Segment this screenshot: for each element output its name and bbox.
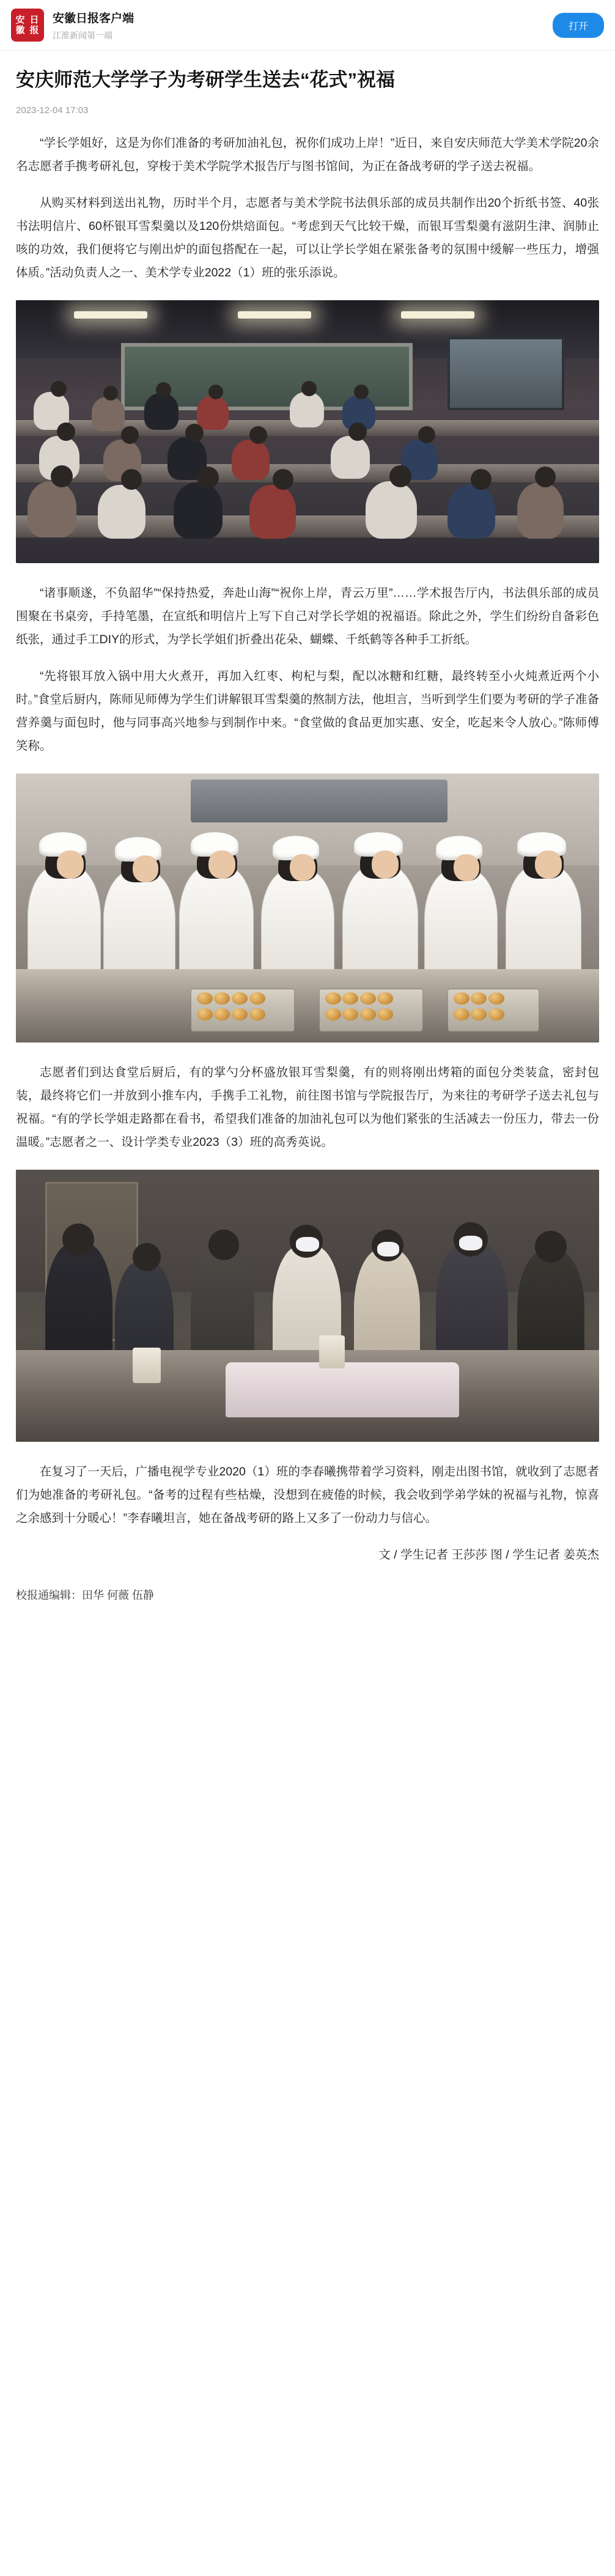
student-figure — [174, 482, 223, 539]
article-body — [0, 51, 615, 1630]
bread-bun — [249, 1008, 265, 1020]
gift-bag — [133, 1348, 161, 1383]
student-head — [273, 469, 293, 490]
photo-kitchen — [16, 773, 599, 1043]
bread-bun — [325, 1008, 341, 1020]
bread-bun — [325, 992, 341, 1005]
article-paragraph: 志愿者们到达食堂后厨后，有的掌勺分杯盛放银耳雪梨羹，有的则将刚出烤箱的面包分类装盒，密封包装，最终将它们一并放到小推车内，手携手工礼物，前往图书馆与学院报告厅，为来往的考研学子送去礼包与祝福。“有的学长学姐走路都在看书，希望我们准备的加油礼包可以为他们紧张的生活减去一份压力，带去一份温暖。”志愿者之一、设计学类专业2023（3）班的高秀英说。 — [16, 1066, 599, 1150]
student-head — [103, 386, 118, 400]
app-logo — [11, 9, 44, 42]
volunteer-face — [57, 851, 84, 879]
student-head — [121, 426, 139, 444]
app-subtitle: 江淮新闻第一端 — [53, 30, 112, 40]
student-head — [471, 469, 492, 490]
volunteer-face — [208, 851, 235, 879]
bread-bun — [360, 1008, 376, 1020]
face-mask — [459, 1236, 482, 1250]
student-figure — [447, 485, 495, 539]
editor-note: 校报通编辑：田华 何薇 伍静 — [16, 1589, 155, 1602]
student-figure — [92, 397, 125, 431]
ceiling-lamp — [238, 311, 311, 319]
article-figure-classroom — [16, 300, 599, 563]
volunteer-face — [454, 854, 479, 881]
bread-bun — [360, 992, 376, 1005]
article-paragraph: “诸事顺遂，不负韶华”“保持热爱，奔赴山海”“祝你上岸，青云万里”……学术报告厅内，书法俱乐部的成员围聚在书桌旁，手持笔墨，在宣纸和明信片上写下自己对学长学姐的祝福语。除此之外，学生们纷纷自备彩色纸张，通过手工DIY的形式，为学长学姐们折叠出花朵、蝴蝶、千纸鹤等各种手工折纸。 — [16, 586, 599, 647]
student-figure — [98, 485, 145, 539]
bread-bun — [249, 992, 265, 1005]
person-head — [208, 1230, 239, 1260]
student-head — [389, 465, 411, 487]
student-head — [51, 381, 67, 397]
student-figure — [232, 440, 270, 480]
article-paragraph: 在复习了一天后，广播电视学专业2020（1）班的李春曦携带着学习资料，刚走出图书馆，就收到了志愿者们为她准备的考研礼包。“备考的过程有些枯燥，没想到在疲倦的时候，我会收到学弟学妹的祝福与礼物，惊喜之余感到十分暖心！”李春曦坦言，她在备战考研的路上又多了一份动力与信心。 — [16, 1465, 599, 1526]
student-head — [51, 465, 73, 487]
bread-bun — [488, 992, 504, 1005]
projector-screen — [447, 337, 564, 410]
app-meta — [53, 9, 544, 42]
bread-bun — [197, 992, 213, 1005]
student-figure — [28, 481, 76, 537]
student-figure — [517, 482, 564, 539]
article-figure-library — [16, 1170, 599, 1442]
bread-bun — [454, 992, 470, 1005]
face-mask — [296, 1237, 319, 1252]
student-head — [197, 467, 219, 489]
publish-date: 2023-12-04 17:03 — [16, 105, 89, 116]
volunteer-face — [535, 851, 562, 879]
face-mask — [377, 1242, 399, 1257]
student-head — [156, 382, 171, 397]
student-figure — [366, 481, 417, 539]
gift-bag — [319, 1335, 345, 1368]
student-head — [418, 426, 435, 443]
student-head — [121, 469, 142, 490]
article-byline: 文 / 学生记者 王莎莎 图 / 学生记者 姜英杰 — [378, 1548, 599, 1562]
student-figure — [331, 436, 370, 479]
student-head — [185, 424, 204, 442]
volunteer-face — [133, 855, 158, 882]
table-cloth — [226, 1362, 459, 1417]
student-figure — [197, 396, 229, 430]
article-figure-kitchen — [16, 773, 599, 1043]
bread-bun — [197, 1008, 213, 1020]
bread-bun — [232, 992, 248, 1005]
student-figure — [144, 393, 179, 430]
student-head — [348, 423, 367, 441]
student-head — [57, 423, 75, 441]
student-figure — [249, 485, 296, 539]
app-logo-line2: 日报 — [29, 14, 40, 35]
bread-bun — [232, 1008, 248, 1020]
app-header — [0, 0, 615, 51]
volunteer-face — [290, 854, 315, 881]
volunteer-face — [372, 851, 399, 879]
person-head — [535, 1231, 567, 1263]
photo-library-handover — [16, 1170, 599, 1442]
student-figure — [290, 392, 324, 427]
range-hood — [191, 780, 447, 822]
open-app-button[interactable]: 打开 — [553, 13, 604, 38]
photo-classroom — [16, 300, 599, 563]
student-head — [249, 426, 267, 444]
student-head — [208, 385, 223, 399]
ceiling-lamp — [401, 311, 474, 319]
article-paragraph: “先将银耳放入锅中用大火煮开，再加入红枣、枸杞与梨，配以冰糖和红糖，最终转至小火炖煮近两个小时。”食堂后厨内，陈师见师傅为学生们讲解银耳雪梨羹的熬制方法，他坦言，当听到学生们要为考研的学子准备营养羹与面包时，他与同事高兴地参与到制作中来。“食堂做的食品更加实惠、安全，吃起来令人放心。”陈师傅笑称。 — [16, 670, 599, 753]
app-logo-line1: 安徽 — [15, 14, 26, 35]
person-head — [133, 1243, 161, 1271]
bread-bun — [488, 1008, 504, 1020]
ceiling-lamp — [74, 311, 147, 319]
page-title: 安庆师范大学学子为考研学生送去“花式”祝福 — [16, 69, 395, 90]
article-paragraph: “学长学姐好，这是为你们准备的考研加油礼包，祝你们成功上岸！”近日，来自安庆师范大学美术学院20余名志愿者手携考研礼包，穿梭于美术学院学术报告厅与图书馆间，为正在备战考研的学子送去祝福。 — [16, 136, 599, 173]
article-paragraph: 从购买材料到送出礼物，历时半个月，志愿者与美术学院书法俱乐部的成员共制作出20个折纸书签、40张书法明信片、60杯银耳雪梨羹以及120份烘焙面包。“考虑到天气比较干燥，而银耳雪梨羹有滋阴生津、润肺止咳的功效，我们便将它与刚出炉的面包搭配在一起，可以让学长学姐在紧张备考的氛围中缓解一些压力，增强体质。”活动负责人之一、美术学专业2022（1）班的张乐添说。 — [16, 196, 599, 280]
student-head — [535, 467, 556, 487]
bread-bun — [454, 1008, 470, 1020]
app-title: 安徽日报客户端 — [53, 12, 134, 25]
